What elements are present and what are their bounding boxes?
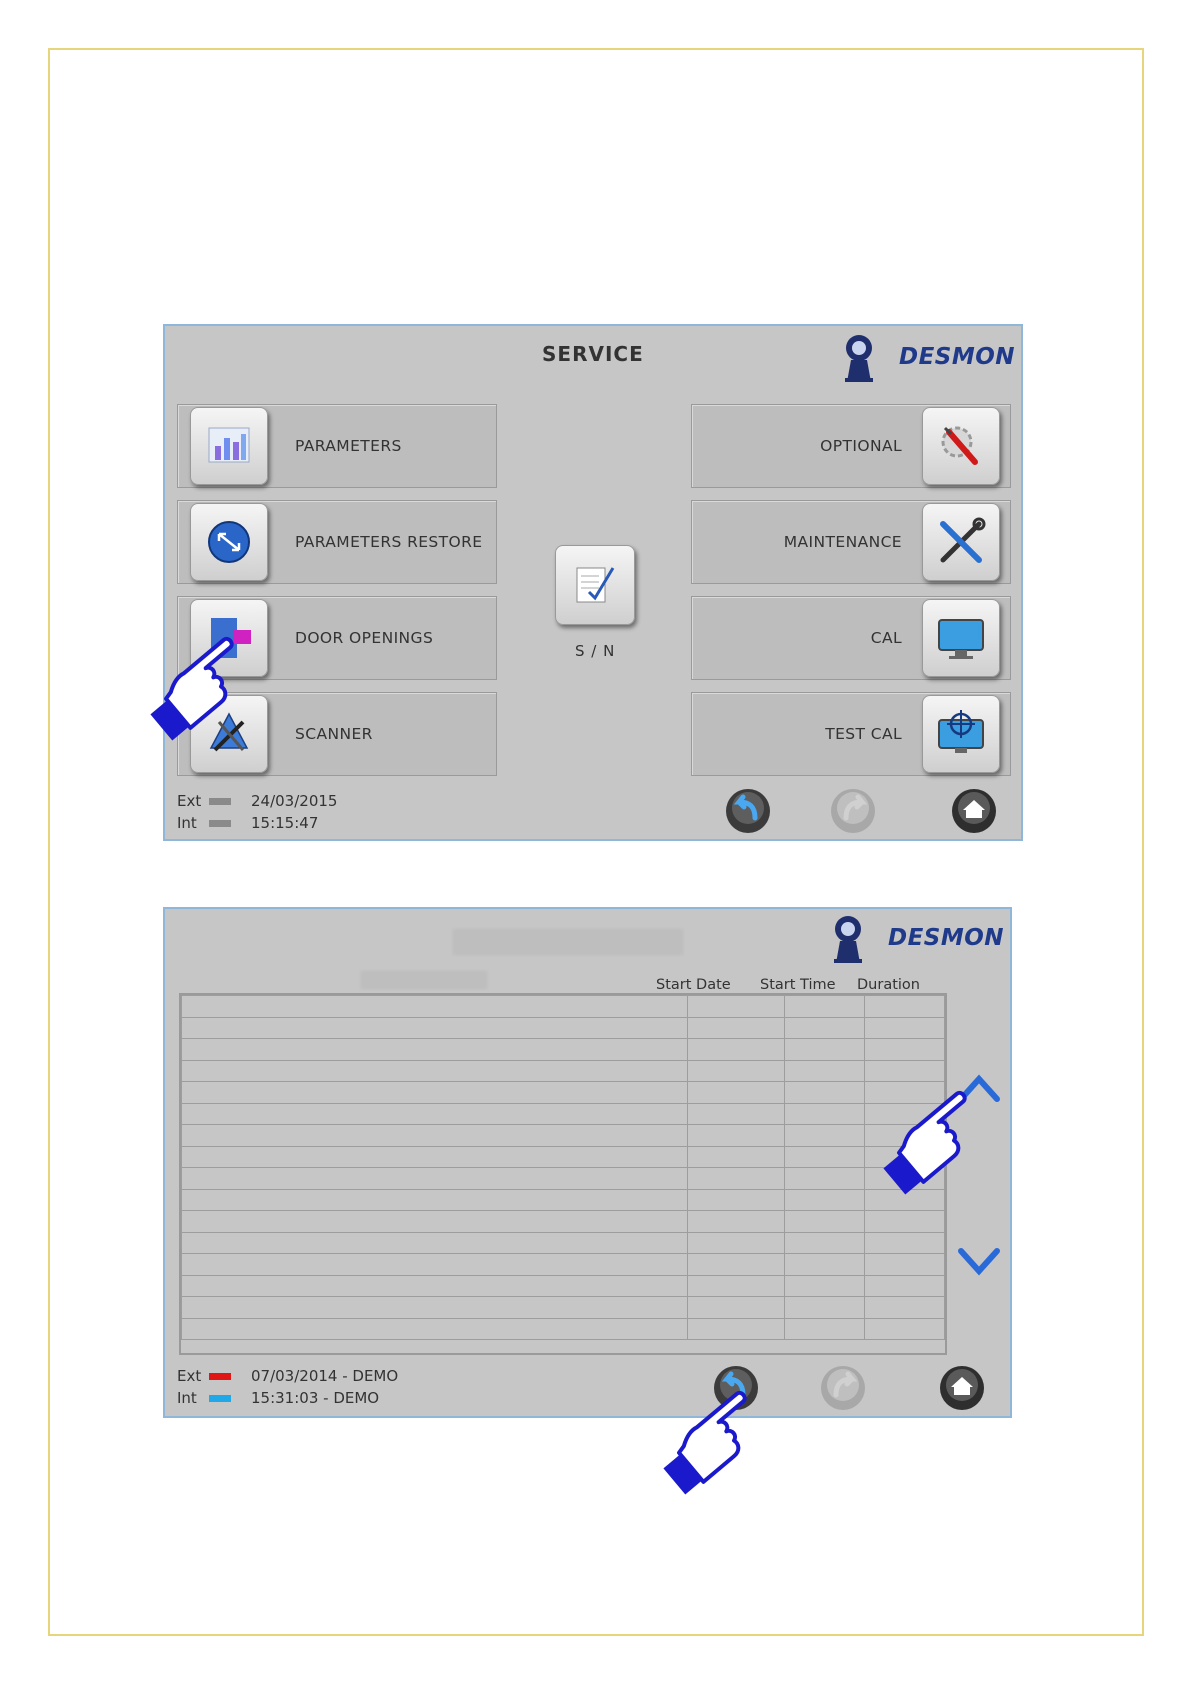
logo-text-2: DESMON — [888, 925, 1005, 951]
status-panel — [177, 792, 397, 836]
ext-indicator-2 — [209, 1373, 231, 1380]
cal-button[interactable] — [691, 596, 1011, 680]
table-cell — [688, 1318, 785, 1340]
table-cell — [785, 1211, 865, 1233]
maintenance-button[interactable] — [691, 500, 1011, 584]
table-cell — [688, 1060, 785, 1082]
table-cell — [182, 1146, 688, 1168]
table-cell — [785, 1318, 865, 1340]
table-cell — [785, 996, 865, 1018]
table-row[interactable] — [182, 1275, 945, 1297]
screwdriver-gear-icon — [922, 407, 1000, 485]
table-cell — [865, 1275, 945, 1297]
table-cell — [865, 1060, 945, 1082]
table-cell — [688, 1189, 785, 1211]
forward-button-2[interactable] — [820, 1365, 866, 1411]
table-cell — [182, 1060, 688, 1082]
table-row[interactable] — [182, 996, 945, 1018]
status-date-2: 07/03/2014 - DEMO — [251, 1367, 399, 1385]
table-cell — [785, 1275, 865, 1297]
page-title: SERVICE — [542, 342, 644, 366]
optional-label: OPTIONAL — [820, 437, 902, 455]
table-row[interactable] — [182, 1189, 945, 1211]
table-cell — [688, 1017, 785, 1039]
table-cell — [182, 1318, 688, 1340]
table-cell — [865, 996, 945, 1018]
table-cell — [785, 1060, 865, 1082]
document-check-icon — [569, 558, 621, 610]
home-icon — [951, 788, 997, 834]
table-row[interactable] — [182, 1060, 945, 1082]
door-openings-label: DOOR OPENINGS — [295, 629, 434, 647]
table-cell — [182, 1232, 688, 1254]
home-button-2[interactable] — [939, 1365, 985, 1411]
parameters-chart-icon — [190, 407, 268, 485]
table-cell — [688, 1103, 785, 1125]
table-cell — [865, 1211, 945, 1233]
table-cell — [688, 1254, 785, 1276]
table-cell — [182, 1125, 688, 1147]
monitor-icon — [922, 599, 1000, 677]
forward-button[interactable] — [830, 788, 876, 834]
int-indicator-2 — [209, 1395, 231, 1402]
table-cell — [182, 1275, 688, 1297]
table-cell — [785, 1146, 865, 1168]
desmon-logo-2 — [826, 911, 1006, 967]
test-cal-button[interactable] — [691, 692, 1011, 776]
restore-globe-icon — [190, 503, 268, 581]
table-cell — [182, 1189, 688, 1211]
table-cell — [688, 1125, 785, 1147]
blurred-title — [453, 929, 683, 955]
table-row[interactable] — [182, 1232, 945, 1254]
table-row[interactable] — [182, 1318, 945, 1340]
table-cell — [785, 1189, 865, 1211]
pointing-hand-icon — [135, 628, 253, 746]
scroll-down-button[interactable] — [955, 1241, 1003, 1281]
table-row[interactable] — [182, 1146, 945, 1168]
parameters-button[interactable] — [177, 404, 497, 488]
table-cell — [688, 1039, 785, 1061]
status-time-2: 15:31:03 - DEMO — [251, 1389, 380, 1407]
table-cell — [182, 1103, 688, 1125]
monitor-crosshair-icon — [922, 695, 1000, 773]
table-cell — [865, 1254, 945, 1276]
col-start-time: Start Time — [760, 977, 836, 993]
status-date: 24/03/2015 — [251, 792, 338, 810]
table-cell — [785, 1039, 865, 1061]
table-cell — [688, 1082, 785, 1104]
table-cell — [182, 1017, 688, 1039]
table-cell — [688, 1146, 785, 1168]
ext-indicator — [209, 798, 231, 805]
mascot-icon — [837, 330, 897, 386]
service-screen — [163, 324, 1023, 841]
home-icon — [939, 1365, 985, 1411]
table-cell — [785, 1103, 865, 1125]
col-duration: Duration — [857, 977, 920, 993]
parameters-restore-label: PARAMETERS RESTORE — [295, 533, 483, 551]
back-button[interactable] — [725, 788, 771, 834]
test-cal-label: TEST CAL — [825, 725, 902, 743]
home-button[interactable] — [951, 788, 997, 834]
optional-button[interactable] — [691, 404, 1011, 488]
table-cell — [688, 1297, 785, 1319]
table-cell — [688, 996, 785, 1018]
table-cell — [785, 1168, 865, 1190]
forward-arrow-icon — [820, 1365, 866, 1411]
table-cell — [865, 1017, 945, 1039]
table-cell — [182, 1168, 688, 1190]
table-cell — [785, 1125, 865, 1147]
table-cell — [865, 1318, 945, 1340]
int-indicator — [209, 820, 231, 827]
table-cell — [182, 1211, 688, 1233]
table-row[interactable] — [182, 1211, 945, 1233]
status-time: 15:15:47 — [251, 814, 319, 832]
table-row[interactable] — [182, 1039, 945, 1061]
table-cell — [182, 1082, 688, 1104]
serial-number-label: S / N — [575, 642, 616, 660]
desmon-logo — [837, 330, 1017, 386]
ext-label-2: Ext — [177, 1367, 202, 1385]
table-row[interactable] — [182, 1168, 945, 1190]
table-cell — [785, 1254, 865, 1276]
table-cell — [182, 1254, 688, 1276]
parameters-restore-button[interactable] — [177, 500, 497, 584]
blurred-column-header — [361, 971, 487, 989]
maintenance-label: MAINTENANCE — [783, 533, 902, 551]
table-cell — [785, 1082, 865, 1104]
chevron-down-icon — [955, 1241, 1003, 1281]
ext-label: Ext — [177, 792, 202, 810]
table-cell — [688, 1275, 785, 1297]
table-row[interactable] — [182, 1125, 945, 1147]
table-row[interactable] — [182, 1297, 945, 1319]
pointing-hand-icon — [868, 1082, 986, 1200]
table-cell — [688, 1168, 785, 1190]
door-openings-table — [179, 993, 947, 1355]
serial-number-button[interactable] — [555, 545, 635, 625]
wrench-screwdriver-icon — [922, 503, 1000, 581]
table-cell — [785, 1017, 865, 1039]
int-label: Int — [177, 814, 197, 832]
scanner-label: SCANNER — [295, 725, 373, 743]
table-cell — [688, 1211, 785, 1233]
table-cell — [865, 1232, 945, 1254]
table-cell — [785, 1232, 865, 1254]
logo-text: DESMON — [899, 344, 1016, 370]
table-row[interactable] — [182, 1017, 945, 1039]
table-cell — [688, 1232, 785, 1254]
mascot-icon — [826, 911, 886, 967]
table-cell — [182, 996, 688, 1018]
table-cell — [865, 1297, 945, 1319]
parameters-label: PARAMETERS — [295, 437, 402, 455]
table-cell — [182, 1039, 688, 1061]
table-cell — [182, 1297, 688, 1319]
table-row[interactable] — [182, 1103, 945, 1125]
table-row[interactable] — [182, 1254, 945, 1276]
forward-arrow-icon — [830, 788, 876, 834]
table-row[interactable] — [182, 1082, 945, 1104]
cal-label: CAL — [870, 629, 902, 647]
col-start-date: Start Date — [656, 977, 731, 993]
table-cell — [865, 1039, 945, 1061]
back-arrow-icon — [725, 788, 771, 834]
table-cell — [785, 1297, 865, 1319]
pointing-hand-icon — [648, 1382, 766, 1500]
status-panel-2 — [177, 1367, 437, 1411]
int-label-2: Int — [177, 1389, 197, 1407]
